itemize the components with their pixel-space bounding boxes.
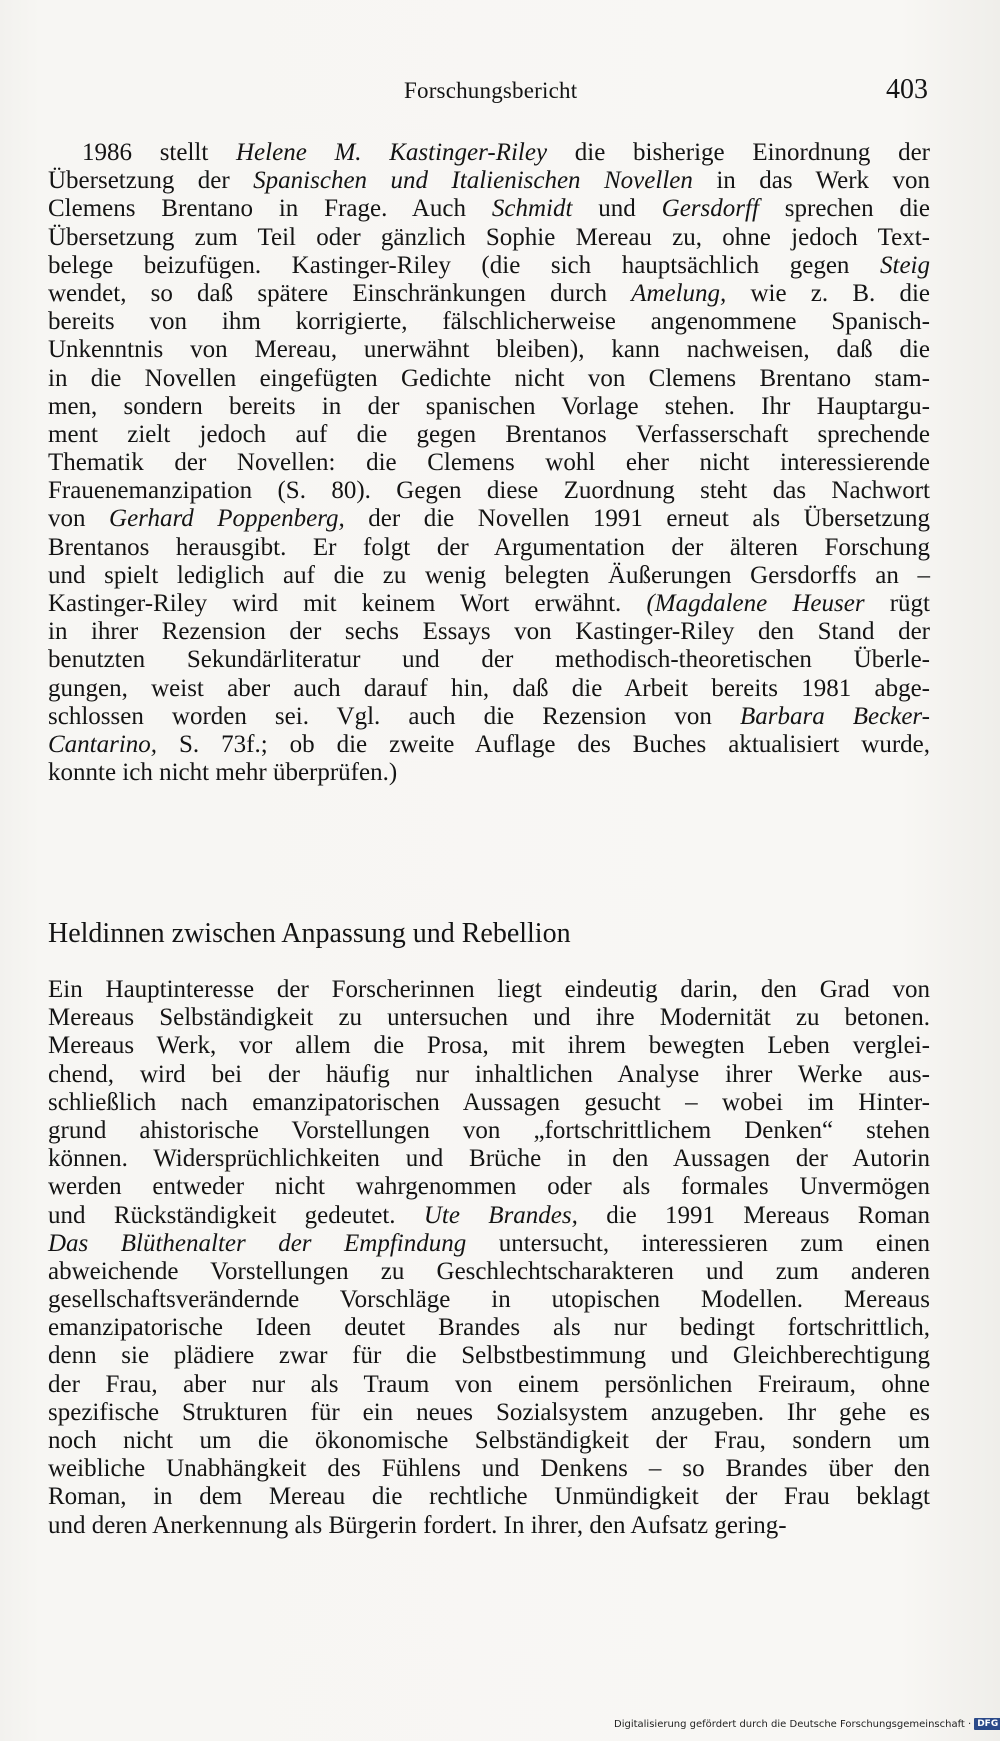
text-segment: rügt [864, 590, 931, 617]
text-segment: emanzipatorische Ideen deutet Brandes als nur bedingt fortschrittlich, [48, 1314, 930, 1342]
text-segment: benutzten Sekundärliteratur und der methodisch-theoretischen Überle- [48, 646, 930, 674]
text-line [48, 280, 930, 308]
text-segment: Clemens Brentano in Frage. Auch [48, 195, 492, 223]
text-line [48, 1173, 930, 1201]
text-line [48, 562, 930, 590]
italic-segment: Ute Brandes, [423, 1201, 578, 1229]
text-segment: Roman, in dem Mereau die rechtliche Unmündigkeit der Frau beklagt [48, 1483, 930, 1511]
text-segment: und Rückständigkeit gedeutet. [48, 1201, 424, 1229]
paragraph-heroines [48, 976, 930, 1540]
text-segment: spezifische Strukturen für ein neues Sozialsystem anzugeben. Ihr gehe es [48, 1398, 930, 1426]
text-line [48, 1061, 930, 1089]
text-segment: und [572, 195, 662, 223]
text-line [48, 731, 930, 759]
text-segment: abweichende Vorstellungen zu Geschlechtscharakteren und zum anderen [48, 1257, 930, 1285]
text-line [48, 703, 930, 731]
text-segment: die bisherige Einordnung der [547, 139, 930, 166]
text-segment: grund ahistorische Vorstellungen von „fortschrittlichem Denken“ stehen [48, 1116, 930, 1144]
text-line [48, 1004, 930, 1032]
section-heading: Heldinnen zwischen Anpassung und Rebellion [48, 918, 571, 949]
text-segment: in das Werk von [692, 167, 931, 195]
text-segment: S. 73f.; ob die zweite Auflage des Buches aktualisiert wurde, [157, 730, 930, 758]
text-line [48, 224, 930, 252]
italic-segment: Helene M. Kastinger-Riley [236, 139, 548, 166]
text-line [48, 308, 930, 336]
text-segment: die 1991 Mereaus Roman [577, 1201, 930, 1229]
italic-segment: Spanischen und Italienischen Novellen [253, 167, 693, 195]
digitization-credit [614, 1718, 1000, 1730]
text-segment: der die Novellen 1991 erneut als Übersetzung [344, 505, 931, 533]
text-segment: weibliche Unabhängkeit des Fühlens und Denkens – so Brandes über den [48, 1455, 930, 1483]
text-segment: in ihrer Rezension der sechs Essays von Kastinger-Riley den Stand der [48, 618, 930, 646]
text-segment: denn sie plädiere zwar für die Selbstbestimmung und Gleichberechtigung [48, 1342, 930, 1370]
text-segment: Übersetzung zum Teil oder gänzlich Sophie Mereau zu, ohne jedoch Text- [48, 223, 930, 251]
text-segment: chend, wird bei der häufig nur inhaltlichen Analyse ihrer Werke aus- [48, 1060, 930, 1088]
text-segment: Thematik der Novellen: die Clemens wohl eher nicht interessierende [48, 449, 930, 477]
page-number: 403 [886, 74, 928, 105]
text-line [48, 1371, 930, 1399]
text-line [48, 393, 930, 421]
italic-segment: Das Blüthenalter der Empfindung [48, 1229, 467, 1257]
text-segment: und spielt lediglich auf die zu wenig belegten Äußerungen Gersdorffs an – [48, 561, 930, 589]
text-line [48, 1455, 930, 1483]
text-line [48, 1032, 930, 1060]
text-segment: gungen, weist aber auch darauf hin, daß die Arbeit bereits 1981 abge- [48, 674, 930, 702]
text-segment: 1986 stellt [82, 139, 236, 166]
text-line [48, 1258, 930, 1286]
text-segment: schließlich nach emanzipatorischen Aussagen gesucht – wobei im Hinter- [48, 1088, 930, 1116]
text-line [48, 1230, 930, 1258]
text-segment: Frauenemanzipation (S. 80). Gegen diese Zuordnung steht das Nachwort [48, 477, 930, 505]
text-line [48, 1286, 930, 1314]
text-segment: Kastinger-Riley wird mit keinem Wort erwähnt. [48, 590, 647, 617]
text-segment: und deren Anerkennung als Bürgerin fordert. In ihrer, den Aufsatz gering- [48, 1511, 787, 1539]
italic-segment: Schmidt [491, 195, 573, 223]
text-line [48, 590, 930, 618]
text-line [48, 1117, 930, 1145]
text-line [48, 167, 930, 195]
text-segment: Brentanos herausgibt. Er folgt der Argumentation der älteren Forschung [48, 533, 930, 561]
text-line [48, 1314, 930, 1342]
italic-segment: (Magdalene Heuser [646, 590, 865, 617]
running-title: Forschungsbericht [404, 78, 578, 103]
text-segment: Mereaus Selbständigkeit zu untersuchen und ihre Modernität zu betonen. [48, 1004, 930, 1032]
italic-segment: Steig [880, 251, 930, 279]
text-line [48, 675, 930, 703]
text-segment: Mereaus Werk, vor allem die Prosa, mit ihrem bewegten Leben verglei- [48, 1032, 930, 1060]
credit-text: Digitalisierung gefördert durch die Deutsche Forschungsgemeinschaft · [614, 1719, 972, 1730]
text-segment: ment zielt jedoch auf die gegen Brentanos Verfasserschaft sprechende [48, 420, 930, 448]
dfg-logo: DFG [974, 1718, 1000, 1730]
text-line [48, 534, 930, 562]
text-line [48, 1512, 930, 1540]
text-line [48, 365, 930, 393]
text-segment: Ein Hauptinteresse der Forscherinnen liegt eindeutig darin, den Grad von [48, 976, 930, 1003]
text-segment: werden entweder nicht wahrgenommen oder als formales Unvermögen [48, 1173, 930, 1201]
text-segment: von [48, 505, 110, 533]
text-segment: bereits von ihm korrigierte, fälschlicherweise angenommene Spanisch- [48, 308, 930, 336]
text-segment: in die Novellen eingefügten Gedichte nicht von Clemens Brentano stam- [48, 364, 930, 392]
text-line [48, 477, 930, 505]
text-line [48, 759, 930, 787]
text-line [48, 976, 930, 1004]
italic-segment: Gerhard Poppenberg, [109, 505, 345, 533]
text-line [48, 252, 930, 280]
paragraph-research-report [48, 139, 930, 873]
text-line [48, 646, 930, 674]
italic-segment: Amelung, [631, 279, 727, 307]
body-text [48, 139, 930, 1540]
text-line [48, 1089, 930, 1117]
text-segment: men, sondern bereits in der spanischen Vorlage stehen. Ihr Hauptargu- [48, 392, 930, 420]
text-line [48, 1145, 930, 1173]
text-segment: wendet, so daß spätere Einschränkungen durch [48, 279, 632, 307]
text-segment: der Frau, aber nur als Traum von einem persönlichen Freiraum, ohne [48, 1370, 930, 1398]
text-segment: belege beizufügen. Kastinger-Riley (die sich hauptsächlich gegen [48, 251, 880, 279]
text-line [48, 1427, 930, 1455]
text-line [48, 505, 930, 533]
text-segment: schlossen worden sei. Vgl. auch die Rezension von [48, 702, 740, 730]
text-line [48, 1399, 930, 1427]
running-head [48, 74, 928, 114]
text-line [48, 421, 930, 449]
italic-segment: Barbara Becker- [739, 702, 930, 730]
italic-segment: Cantarino, [48, 730, 158, 758]
text-line [48, 1483, 930, 1511]
text-line [48, 139, 930, 167]
text-line [48, 1202, 930, 1230]
text-segment: wie z. B. die [726, 279, 930, 307]
text-line [48, 195, 930, 223]
italic-segment: Gersdorff [661, 195, 759, 223]
text-segment: Übersetzung der [48, 167, 254, 195]
text-line [48, 1342, 930, 1370]
text-segment: gesellschaftsverändernde Vorschläge in utopischen Modellen. Mereaus [48, 1286, 930, 1314]
text-segment: untersucht, interessieren zum einen [466, 1229, 930, 1257]
text-segment: noch nicht um die ökonomische Selbständigkeit der Frau, sondern um [48, 1427, 930, 1454]
text-segment: sprechen die [758, 195, 931, 223]
text-line [48, 336, 930, 364]
text-line [48, 618, 930, 646]
text-segment: können. Widersprüchlichkeiten und Brüche in den Aussagen der Autorin [48, 1145, 930, 1173]
text-segment: konnte ich nicht mehr überprüfen.) [48, 759, 398, 787]
text-segment: Unkenntnis von Mereau, unerwähnt bleiben), kann nachweisen, daß die [48, 336, 930, 364]
text-line [48, 449, 930, 477]
